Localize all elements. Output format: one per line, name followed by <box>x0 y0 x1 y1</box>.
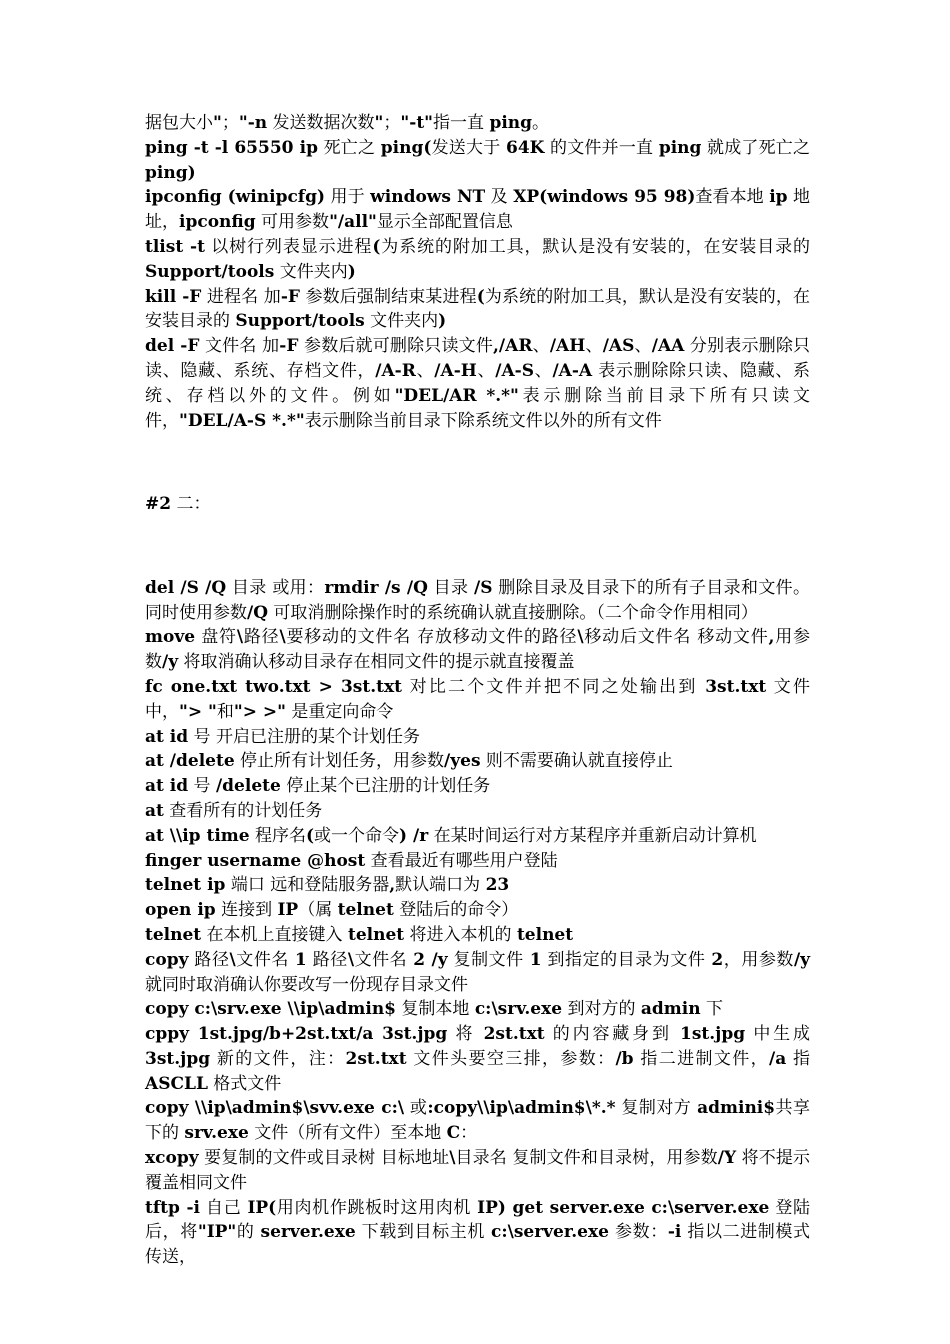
bold-text: , <box>768 627 775 648</box>
text-run: 指以二进制模式传送， <box>145 1222 811 1268</box>
text-run: 路径 <box>306 949 348 970</box>
text-run: 可用参数 <box>255 212 330 233</box>
bold-text: /yes <box>444 751 481 772</box>
text-run: 登陆后，将 <box>145 1197 811 1243</box>
bold-text: :copy\\ip\admin$\*.* <box>427 1098 616 1119</box>
text-run: 将取消确认移动目录存在相同文件的提示就直接覆盖 <box>178 652 575 673</box>
text-run: 参数后强制结束某进程 <box>299 286 477 307</box>
text-run: 共享下的 <box>145 1098 811 1144</box>
text-run: 则不需要确认就直接停止 <box>480 751 673 772</box>
paragraph <box>145 799 810 824</box>
bold-text: /A-A <box>552 360 593 381</box>
text-run: 的文件并一直 <box>544 137 659 158</box>
text-run: 下 <box>700 999 723 1020</box>
bold-text: \ <box>236 627 244 648</box>
blank-line <box>145 450 810 475</box>
text-run: 文件名 <box>235 949 295 970</box>
text-run: 表示删除当前目录下所有只读文件， <box>145 385 811 431</box>
bold-text: telnet <box>516 924 574 945</box>
text-run: 、 <box>532 336 550 357</box>
text-run: 用肉机作跳板时这用肉机 <box>276 1197 478 1218</box>
bold-text: 2st.txt <box>483 1024 545 1045</box>
bold-text: windows NT <box>370 187 486 208</box>
bold-text: tlist -t <box>145 236 205 257</box>
text-run: 就同时取消确认你要改写一份现存目录文件 <box>145 974 468 995</box>
paragraph <box>145 1146 810 1196</box>
bold-text: ping <box>489 113 533 133</box>
paragraph <box>145 111 810 136</box>
text-run: 号 <box>188 776 216 797</box>
text-run: 连接到 <box>215 900 278 921</box>
paragraph <box>145 675 810 725</box>
bold-text: telnet <box>347 924 405 945</box>
paragraph <box>145 997 810 1022</box>
bold-text: open ip <box>145 900 216 921</box>
bold-text: " <box>374 113 384 133</box>
text-run: 默认端口为 <box>395 875 486 896</box>
paragraph <box>145 136 810 186</box>
bold-text: IP <box>277 900 299 921</box>
text-run: 文件名 加 <box>199 336 280 357</box>
text-run: 复制对方 <box>615 1098 698 1119</box>
bold-text: ( <box>306 825 315 846</box>
bold-text: move <box>145 627 196 648</box>
text-run: 用于 <box>325 187 371 208</box>
text-run: 复制本地 <box>396 999 475 1020</box>
text-run: ： <box>460 1123 478 1144</box>
text-run: 到对方的 <box>562 999 641 1020</box>
text-run: 指二进制文件， <box>633 1048 769 1069</box>
bold-text: -F <box>280 286 300 307</box>
paragraph <box>145 625 810 675</box>
bold-text: ipconfig <box>179 212 256 233</box>
text-run: 删除目录及目录下的所有子目录和文件。同时使用参数 <box>145 577 810 623</box>
text-run: 文件夹内 <box>364 311 439 332</box>
text-run: 以树行列表显示进程 <box>204 236 373 257</box>
bold-text: ASCLL <box>145 1073 208 1094</box>
bold-text: server.exe <box>260 1222 356 1243</box>
bold-text: Support/tools <box>235 311 365 332</box>
text-run: 将进入本机的 <box>404 924 517 945</box>
text-run: 、 <box>476 360 496 381</box>
text-run: 在本机上直接键入 <box>201 924 348 945</box>
text-run: 文件名 <box>354 949 414 970</box>
text-run: 或一个命令 <box>314 825 400 846</box>
bold-text: \ <box>229 949 236 970</box>
text-run: 参数后就可删除只读文件 <box>298 336 494 357</box>
text-run: 号 开启已注册的某个计划任务 <box>188 726 420 747</box>
text-run: 格式文件 <box>207 1073 282 1094</box>
bold-text: IP) get server.exe c:\server.exe <box>477 1197 770 1218</box>
text-run: 查看最近有哪些用户登陆 <box>365 850 558 871</box>
bold-text: del -F <box>145 336 200 357</box>
bold-text: xcopy <box>145 1148 199 1169</box>
text-run: 中生成 <box>745 1024 811 1045</box>
bold-text: copy \\ip\admin$\svv.exe c:\ <box>145 1098 405 1119</box>
text-run: ； <box>221 113 239 133</box>
text-run: 分别表示删除只读、隐藏、系统、存档文件， <box>145 336 811 381</box>
text-run: 。 <box>532 113 550 133</box>
bold-text: "-t" <box>400 113 434 133</box>
bold-text: /a <box>769 1048 787 1069</box>
text-run: 二： <box>171 494 211 515</box>
text-run: 要复制的文件或目录树 目标地址 <box>198 1148 450 1169</box>
bold-text: 3st.jpg <box>145 1048 211 1069</box>
bold-text: at \\ip time <box>145 825 250 846</box>
text-run: 、 <box>415 360 435 381</box>
bold-text: ) /r <box>399 825 429 846</box>
paragraph <box>145 1022 810 1096</box>
text-run: 到指定的目录为文件 <box>541 949 712 970</box>
bold-text: telnet <box>145 924 202 945</box>
bold-text: /Y <box>717 1148 737 1169</box>
paragraph <box>145 774 810 799</box>
paragraph <box>145 898 810 923</box>
paragraph <box>145 1196 810 1270</box>
bold-text: "/all" <box>329 212 377 233</box>
bold-text: XP(windows 95 98) <box>513 187 696 208</box>
bold-text: del /S /Q <box>145 577 227 598</box>
text-run: 地址， <box>145 187 811 233</box>
bold-text: 2st.txt <box>345 1048 407 1069</box>
paragraph <box>145 1096 810 1146</box>
bold-text: "> >" <box>233 701 287 722</box>
bold-text: admini$ <box>697 1098 776 1119</box>
text-run: 据包大小 <box>145 113 213 133</box>
paragraph <box>145 285 810 335</box>
bold-text: at /delete <box>145 751 235 772</box>
bold-text: /A-H <box>434 360 477 381</box>
text-run: 就成了死亡之 <box>701 137 811 158</box>
text-run: 路径 <box>243 627 280 648</box>
bold-text: "> " <box>179 701 217 722</box>
text-run: 新的文件，注： <box>210 1048 346 1069</box>
bold-text: ) <box>438 311 447 332</box>
bold-text: ping) <box>145 162 196 183</box>
text-run: 的 <box>236 1222 261 1243</box>
bold-text: 2 <box>711 949 724 970</box>
paragraph <box>145 235 810 285</box>
text-run: 发送数据次数 <box>267 113 375 133</box>
text-run: 用参数 <box>145 627 811 673</box>
bold-text: "DEL/AR *.*" <box>394 385 519 406</box>
bold-text: rmdir /s /Q <box>324 577 428 598</box>
bold-text: /AS <box>602 336 635 357</box>
text-run: 目录 <box>427 577 475 598</box>
bold-text: /Q <box>247 602 269 623</box>
bold-text: admin <box>640 999 701 1020</box>
text-run: 、 <box>534 360 553 381</box>
text-run: 可取消删除操作时的系统确认就直接删除。（二个命令作用相同） <box>268 602 758 623</box>
bold-text: 1 <box>294 949 307 970</box>
bold-text: srv.exe <box>184 1123 249 1144</box>
blank-line <box>145 534 810 559</box>
bold-text: ,/AR <box>493 336 533 357</box>
text-run: 死亡之 <box>317 137 381 158</box>
text-run: 文件夹内 <box>274 261 348 282</box>
bold-text: 1st.jpg <box>680 1024 746 1045</box>
document-page <box>145 111 810 1270</box>
bold-text: , <box>389 875 396 896</box>
text-run: 及 <box>485 187 514 208</box>
text-run: 指一直 <box>433 113 490 133</box>
paragraph <box>145 948 810 998</box>
text-run: 或 <box>404 1098 428 1119</box>
paragraph <box>145 824 810 849</box>
bold-text: ping( <box>380 137 432 158</box>
bold-text: copy <box>145 949 189 970</box>
text-run: 查看所有的计划任务 <box>163 800 323 821</box>
text-run: 复制文件 <box>447 949 530 970</box>
paragraph <box>145 576 810 626</box>
text-run: 是重定向命令 <box>286 701 394 722</box>
text-run: 发送大于 <box>431 137 506 158</box>
bold-text: at <box>145 800 164 821</box>
paragraph <box>145 492 810 517</box>
bold-text: "IP" <box>197 1222 237 1243</box>
paragraph <box>145 849 810 874</box>
text-run: 对比二个文件并把不同之处输出到 <box>401 676 706 697</box>
text-run: 目录名 复制文件和目录树，用参数 <box>455 1148 718 1169</box>
bold-text: c:\server.exe <box>491 1222 609 1243</box>
bold-text: /y <box>793 949 811 970</box>
text-run: 要移动的文件名 存放移动文件的路径 <box>285 627 578 648</box>
bold-text: at id <box>145 776 189 797</box>
text-run: 查看本地 <box>695 187 770 208</box>
bold-text: 1 <box>529 949 542 970</box>
paragraph <box>145 185 810 235</box>
bold-text: " <box>213 113 222 133</box>
bold-text: IP( <box>247 1197 277 1218</box>
text-run: 路径 <box>188 949 230 970</box>
bold-text: /A-R <box>375 360 416 381</box>
text-run: 程序名 <box>249 825 306 846</box>
bold-text: /y <box>162 652 179 673</box>
text-run: 自己 <box>200 1197 248 1218</box>
bold-text: \ <box>347 949 355 970</box>
bold-text: /AH <box>549 336 586 357</box>
bold-text: -F <box>279 336 299 357</box>
bold-text: "-n <box>238 113 268 133</box>
bold-text: C <box>446 1123 461 1144</box>
bold-text: \ <box>449 1148 456 1169</box>
bold-text: copy c:\srv.exe \\ip\admin$ <box>145 999 397 1020</box>
bold-text: 23 <box>485 875 510 896</box>
bold-text: "DEL/A-S *.*" <box>179 410 305 431</box>
text-run: 表示删除除只读、隐藏、系统、存档以外的文件。例如 <box>145 360 811 406</box>
text-run: 停止所有计划任务，用参数 <box>234 751 445 772</box>
bold-text: kill -F <box>145 286 202 307</box>
bold-text: Support/tools <box>145 261 275 282</box>
text-run: 表示删除当前目录下除系统文件以外的所有文件 <box>304 410 662 431</box>
text-run: 为系统的附加工具，默认是没有安装的，在安装目录的 <box>145 286 811 332</box>
bold-text: fc one.txt two.txt > 3st.txt <box>145 676 402 697</box>
bold-text: 3st.txt <box>705 676 767 697</box>
bold-text: /delete <box>215 776 281 797</box>
paragraph <box>145 725 810 750</box>
paragraph <box>145 873 810 898</box>
text-run: 登陆后的命令） <box>393 900 519 921</box>
text-run: （属 <box>298 900 338 921</box>
bold-text: /AA <box>651 336 685 357</box>
bold-text: ) <box>347 261 356 282</box>
text-run: 在某时间运行对方某程序并重新启动计算机 <box>428 825 757 846</box>
bold-text: #2 <box>145 494 172 515</box>
text-run: 文件（所有文件）至本地 <box>248 1123 447 1144</box>
bold-text: ipconfig (winipcfg) <box>145 187 326 208</box>
bold-text: /S <box>474 577 493 598</box>
text-run: 文件中， <box>145 676 811 722</box>
bold-text: at id <box>145 726 189 747</box>
bold-text: finger username @host <box>145 850 366 871</box>
bold-text: \ <box>279 627 286 648</box>
text-run: 将不提示覆盖相同文件 <box>145 1148 810 1193</box>
bold-text: -i <box>667 1222 682 1243</box>
text-run: 移动后文件名 移动文件 <box>583 627 769 648</box>
text-run: 盘符 <box>195 627 237 648</box>
text-run: 为系统的附加工具，默认是没有安装的，在安装目录的 <box>380 236 811 257</box>
text-run: 将 <box>447 1024 484 1045</box>
bold-text: telnet <box>337 900 394 921</box>
text-run: 目录 或用： <box>226 577 325 598</box>
text-run: 指 <box>786 1048 811 1069</box>
bold-text: c:\srv.exe <box>474 999 563 1020</box>
text-run: 停止某个已注册的计划任务 <box>280 776 491 797</box>
bold-text: ( <box>372 236 381 257</box>
text-run: 下载到目标主机 <box>355 1222 491 1243</box>
bold-text: \ <box>577 627 584 648</box>
bold-text: ping <box>658 137 702 158</box>
bold-text: ( <box>476 286 485 307</box>
text-run: 和 <box>216 701 234 722</box>
paragraph <box>145 334 810 433</box>
text-run: 端口 远和登陆服务器 <box>225 875 390 896</box>
bold-text: 2 /y <box>413 949 448 970</box>
text-run: 、 <box>634 336 652 357</box>
paragraph <box>145 923 810 948</box>
bold-text: cppy 1st.jpg/b+2st.txt/a 3st.jpg <box>145 1024 448 1045</box>
text-run: 文件头要空三排，参数： <box>406 1048 616 1069</box>
bold-text: /A-S <box>495 360 534 381</box>
text-run: ； <box>383 113 401 133</box>
bold-text: ping -t -l 65550 ip <box>145 137 318 158</box>
text-run: 的内容藏身到 <box>544 1024 681 1045</box>
bold-text: /b <box>615 1048 634 1069</box>
text-run: ，用参数 <box>723 949 794 970</box>
paragraph <box>145 749 810 774</box>
bold-text: tftp -i <box>145 1197 200 1218</box>
bold-text: ip <box>769 187 788 208</box>
bold-text: telnet ip <box>145 875 226 896</box>
text-run: 参数： <box>608 1222 668 1243</box>
bold-text: 64K <box>506 137 545 158</box>
text-run: 进程名 加 <box>201 286 281 307</box>
text-run: 、 <box>585 336 603 357</box>
text-run: 显示全部配置信息 <box>376 212 513 233</box>
